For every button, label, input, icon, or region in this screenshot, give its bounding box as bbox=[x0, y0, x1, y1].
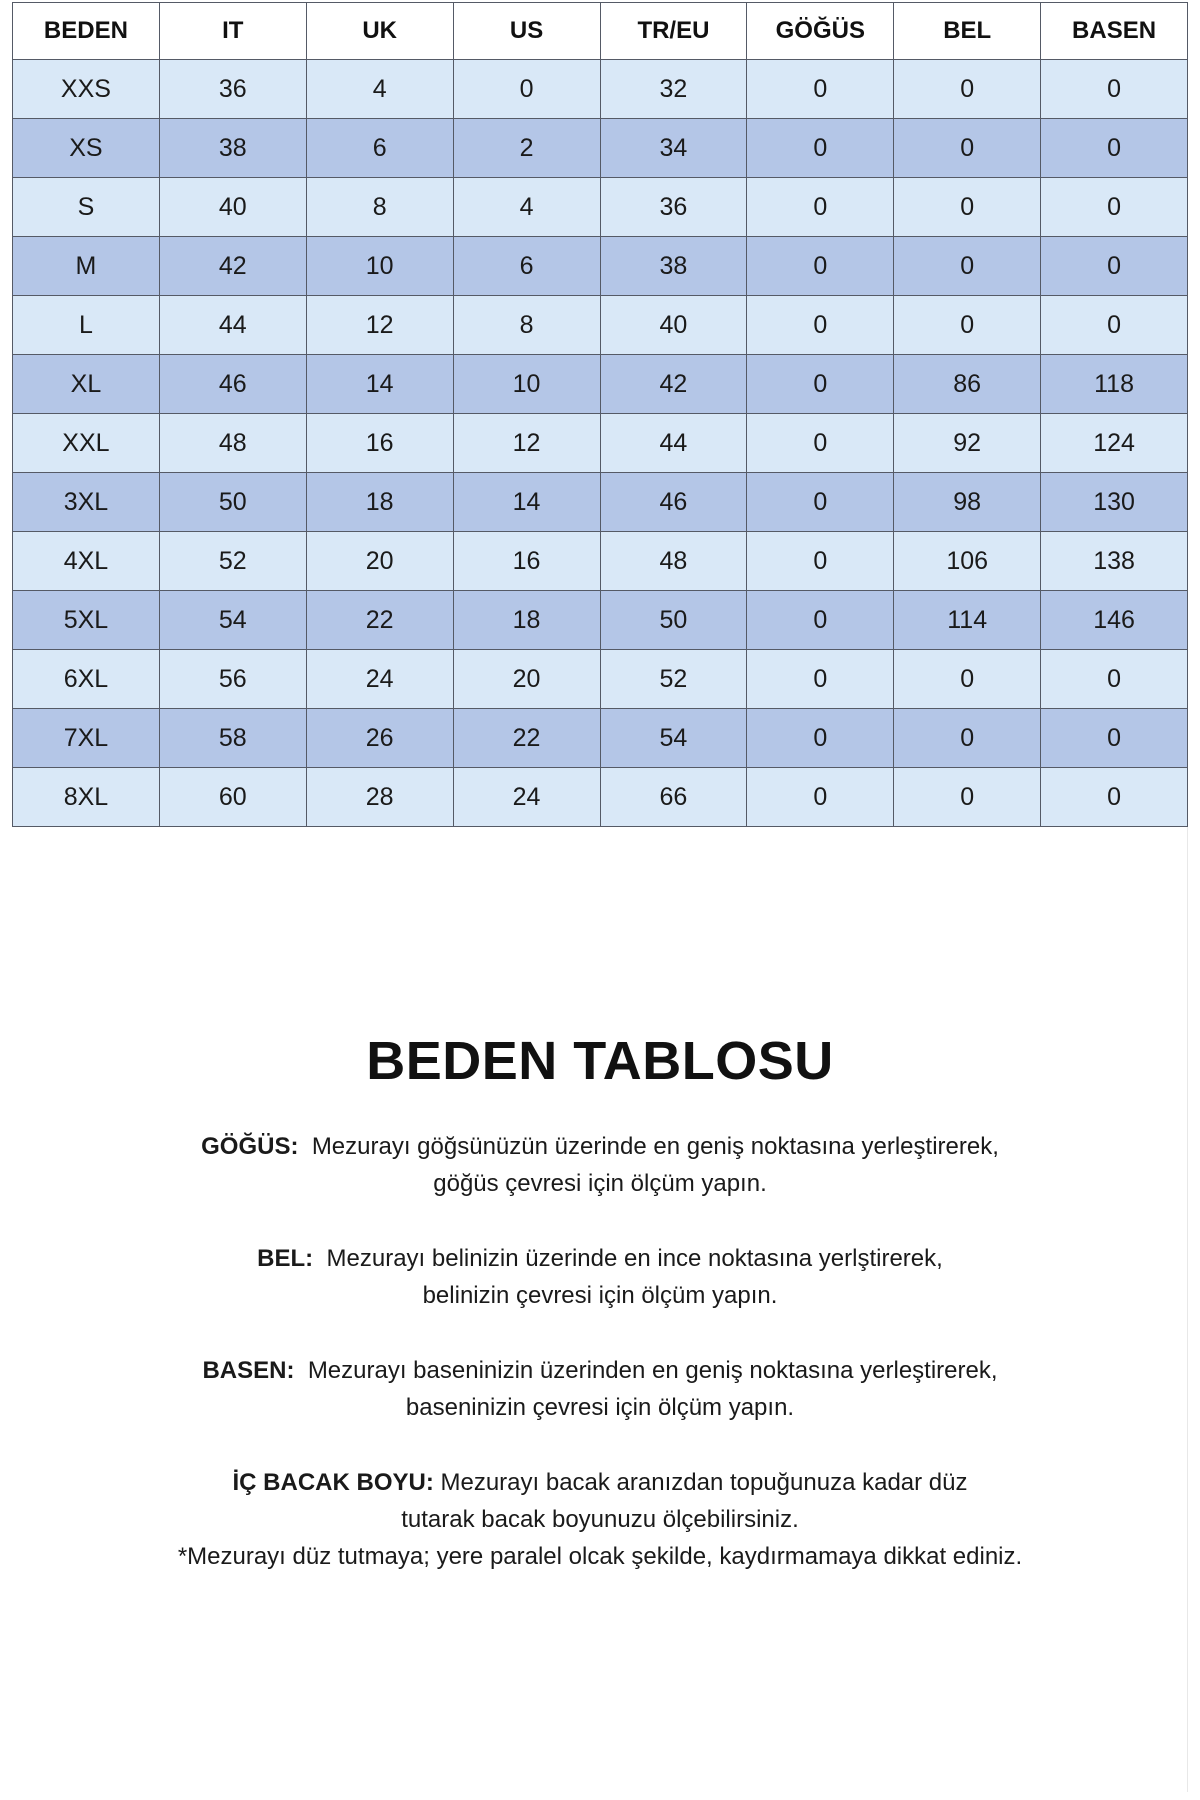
table-cell: 118 bbox=[1041, 355, 1188, 414]
table-cell: 4 bbox=[453, 178, 600, 237]
table-cell: 4XL bbox=[13, 532, 160, 591]
table-row bbox=[13, 709, 1188, 768]
table-cell: 16 bbox=[453, 532, 600, 591]
bel-text-2: belinizin çevresi için ölçüm yapın. bbox=[422, 1282, 778, 1309]
table-cell: 38 bbox=[159, 119, 306, 178]
table-cell: 50 bbox=[600, 591, 747, 650]
table-cell: 130 bbox=[1041, 473, 1188, 532]
table-cell: 44 bbox=[600, 414, 747, 473]
header-row bbox=[13, 3, 1188, 60]
column-header: UK bbox=[306, 3, 453, 60]
basen-text-1: Mezurayı baseninizin üzerinden en geniş noktasına yerleştirerek, bbox=[307, 1357, 998, 1384]
ic-bacak-line-1 bbox=[12, 1464, 1188, 1501]
table-cell: XL bbox=[13, 355, 160, 414]
table-cell: XXS bbox=[13, 60, 160, 119]
ic-bacak-label: İÇ BACAK BOYU: bbox=[232, 1469, 434, 1496]
guide-title: BEDEN TABLOSU bbox=[366, 1031, 834, 1091]
column-header: GÖĞÜS bbox=[747, 3, 894, 60]
table-cell: 0 bbox=[747, 473, 894, 532]
table-cell: 146 bbox=[1041, 591, 1188, 650]
table-cell: 8 bbox=[306, 178, 453, 237]
table-cell: L bbox=[13, 296, 160, 355]
table-cell: 20 bbox=[306, 532, 453, 591]
table-header bbox=[13, 3, 1188, 60]
table-cell: 0 bbox=[1041, 119, 1188, 178]
table-cell: 0 bbox=[747, 237, 894, 296]
table-cell: 12 bbox=[306, 296, 453, 355]
table-cell: 0 bbox=[894, 178, 1041, 237]
table-cell: 22 bbox=[453, 709, 600, 768]
table-cell: 124 bbox=[1041, 414, 1188, 473]
table-row bbox=[13, 473, 1188, 532]
table-cell: 10 bbox=[306, 237, 453, 296]
table-cell: 36 bbox=[600, 178, 747, 237]
table-cell: 18 bbox=[453, 591, 600, 650]
table-row bbox=[13, 650, 1188, 709]
column-header: BEDEN bbox=[13, 3, 160, 60]
table-cell: 2 bbox=[453, 119, 600, 178]
measurement-guide bbox=[12, 1030, 1188, 1575]
table-cell: 5XL bbox=[13, 591, 160, 650]
table-cell: 8XL bbox=[13, 768, 160, 827]
table-cell: 0 bbox=[1041, 60, 1188, 119]
table-cell: 48 bbox=[600, 532, 747, 591]
gogus-line-1 bbox=[12, 1128, 1188, 1165]
basen-instruction bbox=[12, 1352, 1188, 1426]
table-cell: 40 bbox=[600, 296, 747, 355]
table-row bbox=[13, 237, 1188, 296]
ic-bacak-text-1: Mezurayı bacak aranızdan topuğunuza kadar düz bbox=[440, 1469, 968, 1496]
table-row bbox=[13, 178, 1188, 237]
table-cell: 20 bbox=[453, 650, 600, 709]
table-cell: 0 bbox=[1041, 296, 1188, 355]
table-cell: 16 bbox=[306, 414, 453, 473]
table-cell: 0 bbox=[894, 650, 1041, 709]
column-header: BASEN bbox=[1041, 3, 1188, 60]
table-cell: 6 bbox=[306, 119, 453, 178]
table-cell: 92 bbox=[894, 414, 1041, 473]
table-cell: 0 bbox=[894, 237, 1041, 296]
table-cell: 14 bbox=[453, 473, 600, 532]
table-cell: 26 bbox=[306, 709, 453, 768]
table-cell: 34 bbox=[600, 119, 747, 178]
table-cell: 48 bbox=[159, 414, 306, 473]
size-chart-table bbox=[12, 2, 1188, 827]
column-header: TR/EU bbox=[600, 3, 747, 60]
table-cell: XXL bbox=[13, 414, 160, 473]
table-cell: 0 bbox=[894, 768, 1041, 827]
measurement-note: *Mezurayı düz tutmaya; yere paralel olcak şekilde, kaydırmamaya dikkat ediniz. bbox=[177, 1543, 1023, 1570]
basen-text-2: baseninizin çevresi için ölçüm yapın. bbox=[405, 1394, 795, 1421]
table-row bbox=[13, 414, 1188, 473]
bel-instruction bbox=[12, 1240, 1188, 1314]
gogus-text-2: göğüs çevresi için ölçüm yapın. bbox=[433, 1170, 767, 1197]
table-cell: 0 bbox=[747, 296, 894, 355]
table-cell: 52 bbox=[159, 532, 306, 591]
table-cell: 0 bbox=[747, 768, 894, 827]
table-row bbox=[13, 296, 1188, 355]
table-cell: 0 bbox=[453, 60, 600, 119]
table-cell: 38 bbox=[600, 237, 747, 296]
table-cell: 8 bbox=[453, 296, 600, 355]
table-cell: 46 bbox=[159, 355, 306, 414]
table-cell: 42 bbox=[159, 237, 306, 296]
bel-label: BEL: bbox=[257, 1245, 314, 1272]
table-cell: 138 bbox=[1041, 532, 1188, 591]
table-cell: 32 bbox=[600, 60, 747, 119]
table-cell: 44 bbox=[159, 296, 306, 355]
table-cell: 14 bbox=[306, 355, 453, 414]
table-cell: 0 bbox=[894, 60, 1041, 119]
table-cell: 0 bbox=[1041, 237, 1188, 296]
table-cell: 0 bbox=[894, 296, 1041, 355]
gogus-label: GÖĞÜS: bbox=[201, 1133, 299, 1160]
table-cell: 54 bbox=[159, 591, 306, 650]
table-cell: 0 bbox=[1041, 768, 1188, 827]
table-cell: 4 bbox=[306, 60, 453, 119]
table-cell: 28 bbox=[306, 768, 453, 827]
table-cell: 0 bbox=[747, 532, 894, 591]
table-row bbox=[13, 532, 1188, 591]
table-cell: 54 bbox=[600, 709, 747, 768]
table-cell: 56 bbox=[159, 650, 306, 709]
table-cell: 0 bbox=[894, 709, 1041, 768]
table-cell: 0 bbox=[1041, 178, 1188, 237]
table-cell: S bbox=[13, 178, 160, 237]
table-body bbox=[13, 60, 1188, 827]
table-cell: 36 bbox=[159, 60, 306, 119]
table-cell: 0 bbox=[1041, 650, 1188, 709]
table-row bbox=[13, 355, 1188, 414]
table-cell: 24 bbox=[453, 768, 600, 827]
table-cell: 42 bbox=[600, 355, 747, 414]
ic-bacak-instruction bbox=[12, 1464, 1188, 1538]
table-cell: 98 bbox=[894, 473, 1041, 532]
table-cell: M bbox=[13, 237, 160, 296]
table-cell: 0 bbox=[747, 650, 894, 709]
table-cell: 114 bbox=[894, 591, 1041, 650]
gogus-text-1: Mezurayı göğsünüzün üzerinde en geniş noktasına yerleştirerek, bbox=[311, 1133, 999, 1160]
table-cell: 0 bbox=[1041, 709, 1188, 768]
table-cell: XS bbox=[13, 119, 160, 178]
table-cell: 0 bbox=[747, 178, 894, 237]
table-cell: 0 bbox=[747, 60, 894, 119]
gogus-instruction bbox=[12, 1128, 1188, 1202]
table-row bbox=[13, 60, 1188, 119]
table-cell: 66 bbox=[600, 768, 747, 827]
table-cell: 0 bbox=[894, 119, 1041, 178]
table-cell: 0 bbox=[747, 414, 894, 473]
table-cell: 50 bbox=[159, 473, 306, 532]
ic-bacak-text-2: tutarak bacak boyunuzu ölçebilirsiniz. bbox=[401, 1506, 799, 1533]
table-cell: 7XL bbox=[13, 709, 160, 768]
table-cell: 6 bbox=[453, 237, 600, 296]
table-cell: 40 bbox=[159, 178, 306, 237]
basen-line-1 bbox=[12, 1352, 1188, 1389]
column-header: US bbox=[453, 3, 600, 60]
table-cell: 46 bbox=[600, 473, 747, 532]
table-cell: 0 bbox=[747, 119, 894, 178]
table-cell: 12 bbox=[453, 414, 600, 473]
column-header: IT bbox=[159, 3, 306, 60]
table-cell: 3XL bbox=[13, 473, 160, 532]
bel-text-1: Mezurayı belinizin üzerinde en ince noktasına yerlştirerek, bbox=[326, 1245, 943, 1272]
table-cell: 10 bbox=[453, 355, 600, 414]
table-cell: 86 bbox=[894, 355, 1041, 414]
basen-label: BASEN: bbox=[202, 1357, 295, 1384]
table-row bbox=[13, 768, 1188, 827]
table-cell: 18 bbox=[306, 473, 453, 532]
column-header: BEL bbox=[894, 3, 1041, 60]
table-cell: 6XL bbox=[13, 650, 160, 709]
table-cell: 0 bbox=[747, 591, 894, 650]
table-cell: 106 bbox=[894, 532, 1041, 591]
table-cell: 58 bbox=[159, 709, 306, 768]
table-row bbox=[13, 119, 1188, 178]
table-cell: 60 bbox=[159, 768, 306, 827]
bel-line-1 bbox=[12, 1240, 1188, 1277]
table-row bbox=[13, 591, 1188, 650]
table-cell: 0 bbox=[747, 709, 894, 768]
table-cell: 0 bbox=[747, 355, 894, 414]
table-cell: 24 bbox=[306, 650, 453, 709]
table-cell: 52 bbox=[600, 650, 747, 709]
table-cell: 22 bbox=[306, 591, 453, 650]
